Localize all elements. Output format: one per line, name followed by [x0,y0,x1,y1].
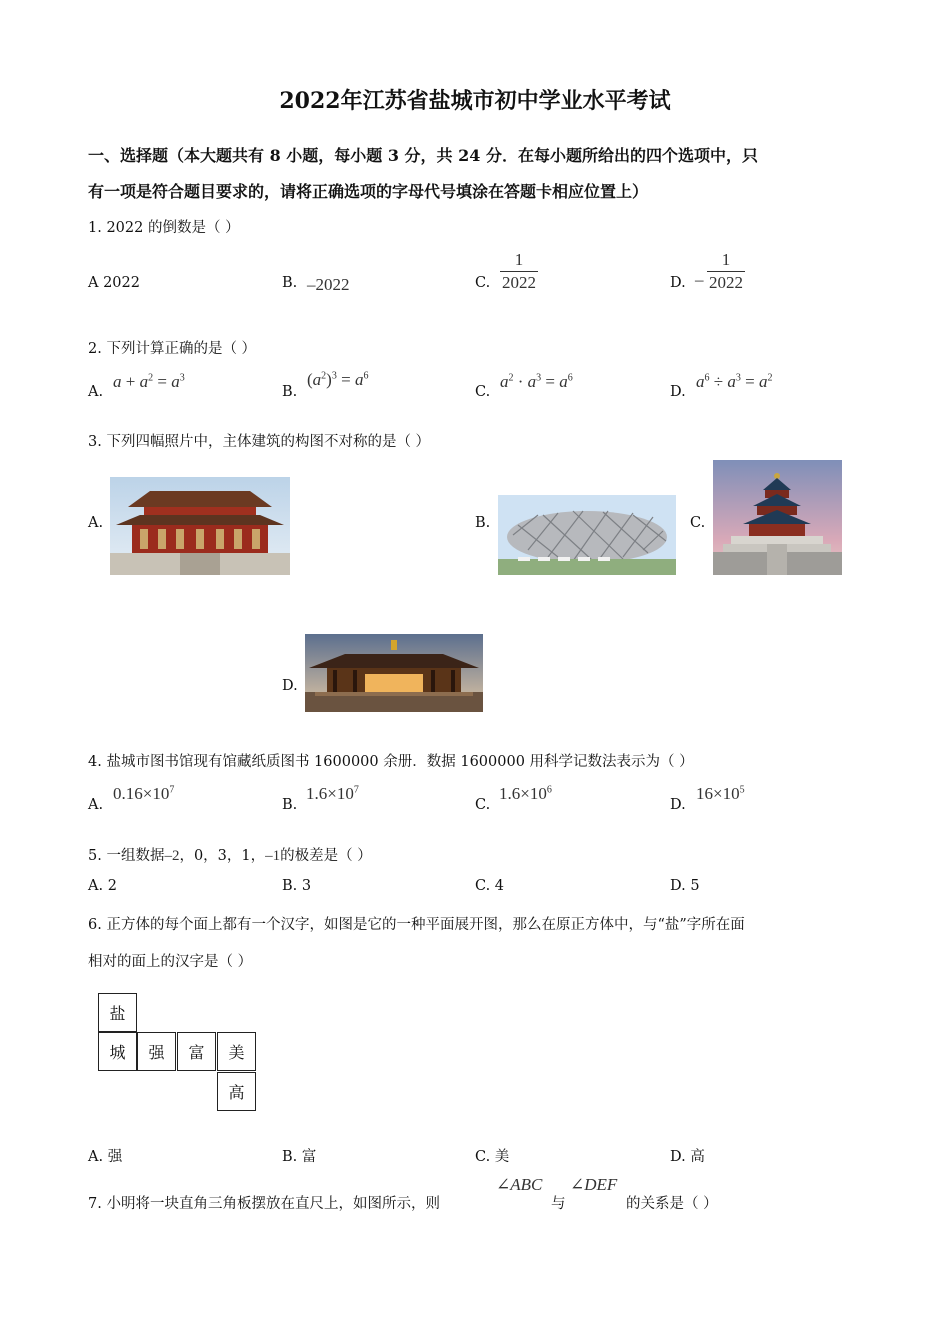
q3-photo-d-pavilion [305,634,483,712]
q6-option-b: B. 富 [282,1149,317,1165]
q2-option-a-formula: $a + a^2 = a^3$ [113,372,185,391]
q1-d-sign: – [695,270,704,289]
net-cell-gao: 高 [217,1072,256,1111]
q3-photo-a-palace [110,477,290,575]
q5-value-neg2: –2 [164,848,180,864]
q5-option-d: D. 5 [670,878,700,894]
question-1-stem: 1. 2022 的倒数是（ ） [88,220,240,236]
q3-option-d-label: D. [282,678,298,694]
q3-option-c-label: C. [690,515,706,531]
q2-option-b-label: B. [282,384,298,400]
section-heading-line2: 有一项是符合题目要求的，请将正确选项的字母代号填涂在答题卡相应位置上） [88,182,649,201]
q1-option-c-label: C. [475,275,491,291]
net-cell-qiang: 强 [137,1032,176,1071]
q4-option-d-label: D. [670,797,686,813]
q3-photo-c-temple-of-heaven [713,460,842,575]
q2-option-a-label: A. [88,384,104,400]
q1-d-denominator: 2022 [709,273,743,292]
question-4-stem: 4. 盐城市图书馆现有馆藏纸质图书 1600000 余册．数据 1600000 用科学记数法表示为（ ） [88,754,694,770]
page-title: 2022年江苏省盐城市初中学业水平考试 [279,88,671,114]
q2-option-c-formula: $a^2 \cdot a^3 = a^6$ [500,372,573,391]
q7-angle-abc: ∠ABC [496,1175,543,1194]
net-cell-cheng: 城 [98,1032,137,1071]
q1-option-a-label: A 2022 [88,275,140,291]
q4-option-b-value: $1.6\times 10^7$ [306,784,359,803]
question-6-stem-line1: 6. 正方体的每个面上都有一个汉字，如图是它的一种平面展开图，那么在原正方体中，与“盐”字所在面 [88,917,745,933]
question-7-stem-pre: 7. 小明将一块直角三角板摆放在直尺上，如图所示，则 [88,1196,440,1212]
q1-option-c-fraction [500,250,538,293]
q4-option-d-value: $16\times 10^5$ [696,784,745,803]
q1-option-b-label: B. [282,275,298,291]
q1-d-numerator: 1 [721,250,731,269]
q2-option-c-label: C. [475,384,491,400]
net-cell-mei: 美 [217,1032,256,1071]
q4-option-b-label: B. [282,797,298,813]
q6-option-d: D. 高 [670,1149,705,1165]
q3-option-a-label: A. [88,515,104,531]
q2-option-d-label: D. [670,384,686,400]
q1-option-d-fraction [707,250,745,293]
net-cell-yan: 盐 [98,993,137,1032]
q4-option-c-value: $1.6\times 10^6$ [499,784,552,803]
q6-option-a: A. 强 [88,1149,123,1165]
q7-angle-def: ∠DEF [570,1175,618,1194]
q4-option-a-label: A. [88,797,104,813]
q4-option-c-label: C. [475,797,491,813]
section-heading-line1: 一、选择题（本大题共有 8 小题，每小题 3 分，共 24 分．在每小题所给出的四个选项中，只 [88,146,758,165]
q5-option-b: B. 3 [282,878,312,894]
q7-stem-mid: 与 [551,1196,566,1212]
question-5-stem: 5. 一组数据–2，0，3，1，–1的极差是（ ） [88,848,372,864]
q5-option-c: C. 4 [475,878,505,894]
q1-c-numerator: 1 [514,250,524,269]
question-6-stem-line2: 相对的面上的汉字是（ ） [88,954,253,970]
q3-option-b-label: B. [475,515,491,531]
q4-option-a-value: $0.16\times 10^7$ [113,784,175,803]
q5-option-a: A. 2 [88,878,117,894]
q5-value-neg1: –1 [265,848,281,864]
q1-c-denominator: 2022 [502,273,536,292]
net-cell-fu: 富 [177,1032,216,1071]
q1-option-b-value: –2022 [307,275,350,294]
q7-stem-post: 的关系是（ ） [626,1196,718,1212]
q6-option-c: C. 美 [475,1149,510,1165]
q2-option-b-formula: $(a^2)^3 = a^6$ [307,370,369,389]
question-2-stem: 2. 下列计算正确的是（ ） [88,341,257,357]
question-3-stem: 3. 下列四幅照片中，主体建筑的构图不对称的是（ ） [88,434,431,450]
q3-photo-b-stadium [498,495,676,575]
q1-option-d-label: D. [670,275,686,291]
q2-option-d-formula: $a^6 \div a^3 = a^2$ [696,372,773,391]
